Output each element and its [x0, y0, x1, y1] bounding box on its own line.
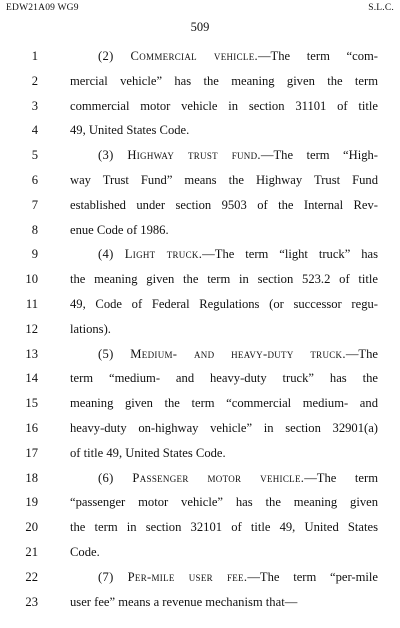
definition-text: —The term — [304, 470, 378, 485]
line-text — [98, 143, 378, 167]
definition-heading: (7) Per-mile user fee. — [98, 569, 248, 584]
line-text — [70, 193, 378, 217]
line-text — [70, 292, 378, 316]
document-id: EDW21A09 WG9 — [6, 3, 79, 13]
line-text — [70, 218, 378, 242]
text-line — [0, 69, 400, 93]
line-text — [98, 342, 378, 366]
line-text — [70, 168, 378, 192]
definition-text: the meaning given the term in section 523.2 of title — [70, 272, 378, 287]
line-number: 14 — [25, 371, 38, 386]
definition-heading: (2) Commercial vehicle. — [98, 49, 258, 63]
definition-text: —The — [345, 346, 378, 361]
definition-text: lations). — [70, 321, 111, 336]
text-line — [0, 292, 400, 316]
line-number: 20 — [25, 520, 38, 535]
line-number: 5 — [31, 148, 38, 163]
definition-text: —The term “light truck” has — [202, 247, 378, 262]
text-line — [0, 466, 400, 490]
line-number: 4 — [31, 123, 38, 138]
line-number: 21 — [25, 545, 38, 559]
text-line — [0, 143, 400, 167]
line-number: 15 — [25, 396, 38, 411]
definition-text: heavy-duty on-highway vehicle” in section 32901(a) — [70, 421, 378, 435]
line-text — [70, 94, 378, 118]
line-number: 19 — [25, 495, 38, 510]
line-number: 2 — [31, 73, 38, 88]
definition-heading: (3) Highway trust fund. — [98, 148, 261, 163]
line-number: 12 — [25, 321, 38, 336]
text-line — [0, 267, 400, 291]
line-text — [70, 490, 378, 514]
definition-text: meaning given the term “commercial medium- and — [70, 396, 378, 411]
definition-text: mercial vehicle” has the meaning given the term — [70, 73, 378, 88]
line-number: 16 — [25, 421, 38, 435]
line-text — [70, 515, 378, 539]
line-number: 11 — [25, 297, 38, 311]
line-number: 8 — [31, 222, 38, 237]
text-line — [0, 590, 400, 614]
document-code: S.L.C. — [368, 3, 394, 13]
definition-text: Code. — [70, 545, 100, 559]
definition-text: “passenger motor vehicle” has the meaning given — [70, 495, 378, 510]
text-line — [0, 540, 400, 564]
definition-text: commercial motor vehicle in section 31101 of title — [70, 98, 378, 113]
text-line — [0, 565, 400, 589]
line-text — [70, 118, 378, 142]
text-line — [0, 416, 400, 440]
definition-text: of title 49, United States Code. — [70, 445, 226, 460]
line-text — [98, 242, 378, 266]
line-number: 13 — [25, 346, 38, 361]
line-number: 18 — [25, 470, 38, 485]
text-line — [0, 118, 400, 142]
definition-text: 49, United States Code. — [70, 123, 190, 138]
text-line — [0, 366, 400, 390]
line-text — [98, 466, 378, 490]
definition-heading: (6) Passenger motor vehicle. — [98, 470, 305, 485]
text-line — [0, 490, 400, 514]
line-text — [70, 267, 378, 291]
line-text — [98, 565, 378, 589]
line-number: 1 — [31, 49, 38, 63]
definition-text: 49, Code of Federal Regulations (or successor regu- — [70, 297, 378, 311]
definition-text: established under section 9503 of the Internal Rev- — [70, 197, 378, 212]
line-text — [70, 69, 378, 93]
line-number: 6 — [31, 173, 38, 187]
line-number: 7 — [31, 197, 38, 212]
line-number: 3 — [31, 98, 38, 113]
text-line — [0, 342, 400, 366]
definition-text: user fee” means a revenue mechanism that— — [70, 594, 298, 609]
definition-heading: (5) Medium- and heavy-duty truck. — [98, 346, 346, 361]
definition-text: the term in section 32101 of title 49, United States — [70, 520, 378, 535]
line-number: 23 — [25, 594, 38, 609]
line-text — [70, 441, 378, 465]
text-line — [0, 44, 400, 68]
text-line — [0, 94, 400, 118]
text-line — [0, 168, 400, 192]
line-text — [70, 540, 378, 564]
definition-text: —The term “com- — [257, 49, 378, 63]
line-text — [70, 366, 378, 390]
line-text — [70, 391, 378, 415]
text-line — [0, 391, 400, 415]
text-line — [0, 242, 400, 266]
line-text — [70, 590, 378, 614]
definition-text: —The term “per-mile — [247, 569, 379, 584]
line-number: 10 — [25, 272, 38, 287]
text-line — [0, 515, 400, 539]
definition-text: enue Code of 1986. — [70, 222, 169, 237]
line-text — [70, 317, 378, 341]
definition-text: way Trust Fund” means the Highway Trust Fund — [70, 173, 378, 187]
line-text — [70, 416, 378, 440]
text-line — [0, 441, 400, 465]
definition-heading: (4) Light truck. — [98, 247, 203, 262]
definition-text: term “medium- and heavy-duty truck” has the — [70, 371, 378, 386]
text-line — [0, 218, 400, 242]
line-number: 22 — [25, 569, 38, 584]
text-line — [0, 317, 400, 341]
line-number: 9 — [31, 247, 38, 262]
page-number: 509 — [190, 20, 210, 34]
definition-text: —The term “High- — [260, 148, 378, 163]
text-line — [0, 193, 400, 217]
line-text — [98, 44, 378, 68]
line-number: 17 — [25, 445, 38, 460]
